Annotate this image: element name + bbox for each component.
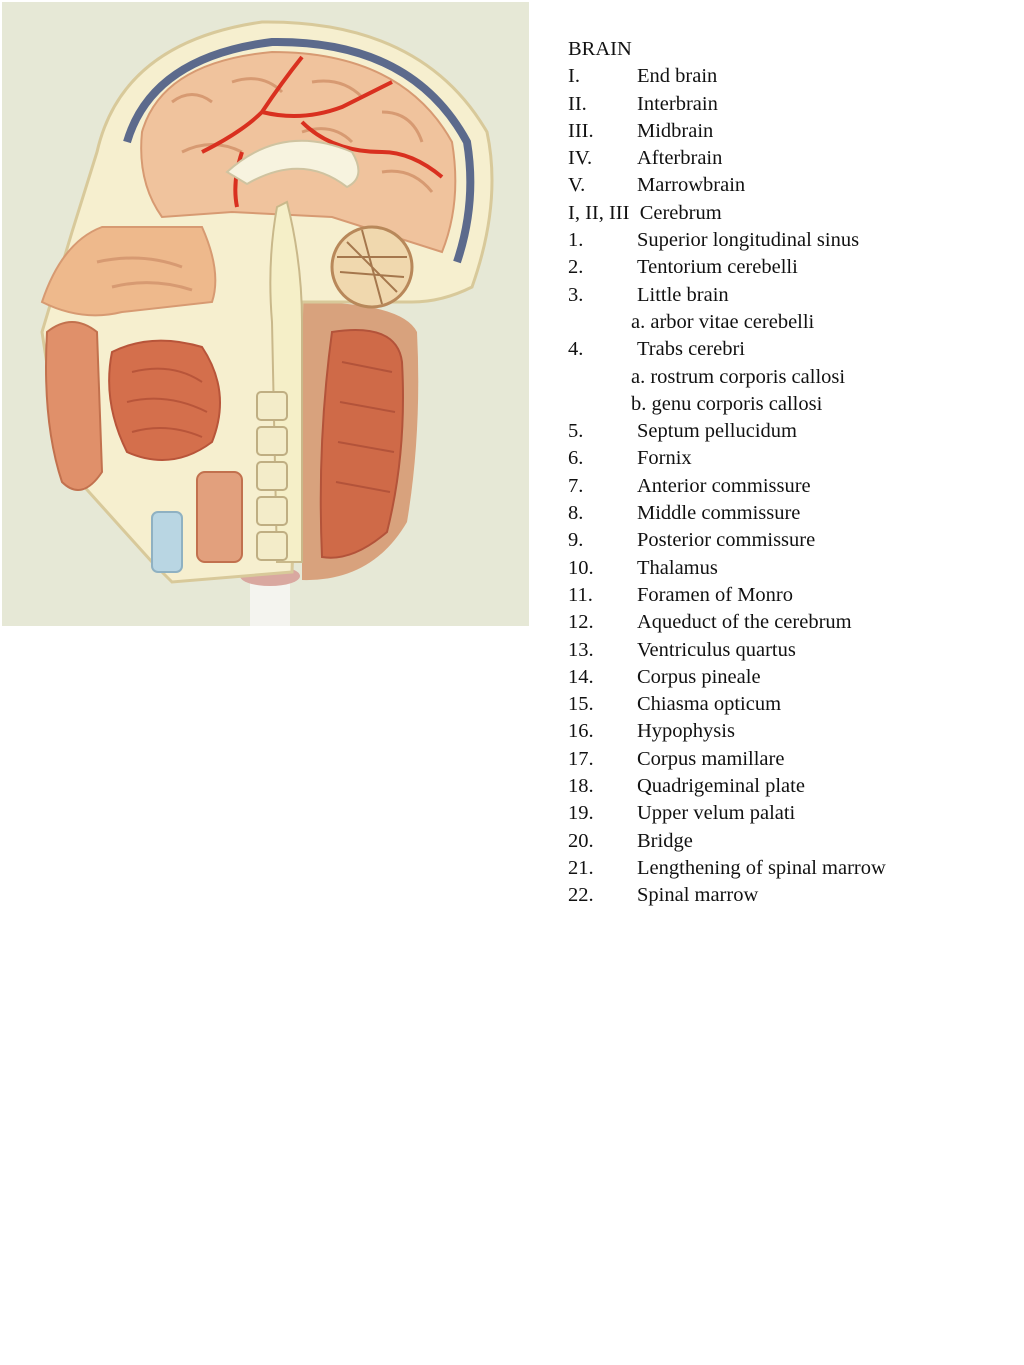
legend-label: Lengthening of spinal marrow [637,856,886,879]
legend-number: 5. [568,420,584,443]
legend-subitem: a. arbor vitae cerebelli [631,310,815,333]
legend-label: Hypophysis [637,720,735,743]
brain-model-photo [2,2,529,626]
legend-label: Interbrain [637,92,718,115]
legend-label: Middle commissure [637,502,801,525]
legend-label: Aqueduct of the cerebrum [637,611,852,634]
legend-row [568,664,1008,691]
legend-row [568,336,1008,363]
legend-row [568,172,1008,199]
legend-row [568,254,1008,281]
legend-label: Midbrain [637,119,714,142]
legend-row [568,445,1008,472]
legend-label: Foramen of Monro [637,583,794,606]
legend-label: Ventriculus quartus [637,638,796,661]
legend-number: 10. [568,556,594,579]
legend-number: 9. [568,529,584,552]
legend-number: 12. [568,611,594,634]
legend-row [568,118,1008,145]
legend-label: Septum pellucidum [637,420,797,443]
legend-row [568,800,1008,827]
legend-label: Posterior commissure [637,529,816,552]
legend-row [568,227,1008,254]
legend-row [568,855,1008,882]
legend-number: 18. [568,775,594,798]
legend-group-heading: I, II, III Cerebrum [568,201,722,224]
legend-label: Upper velum palati [637,802,796,825]
legend-label: Tentorium cerebelli [637,256,798,279]
legend-label: Anterior commissure [637,474,811,497]
legend-number: I. [568,65,580,88]
legend-row [568,746,1008,773]
legend-label: Trabs cerebri [637,338,745,361]
legend-row [568,91,1008,118]
legend-label: Spinal marrow [637,884,759,907]
legend-number: IV. [568,147,593,170]
legend-label: Thalamus [637,556,718,579]
legend-row [568,145,1008,172]
legend-label: Marrowbrain [637,174,746,197]
legend-row [568,882,1008,909]
legend-number: 6. [568,447,584,470]
legend-number: 7. [568,474,584,497]
legend-number: 2. [568,256,584,279]
legend-row [568,718,1008,745]
legend-row [568,773,1008,800]
legend-number: 11. [568,583,593,606]
legend-label: End brain [637,65,718,88]
legend-number: 17. [568,747,594,770]
legend-label: Corpus mamillare [637,747,785,770]
legend-subitem: b. genu corporis callosi [631,392,823,415]
legend-row [568,691,1008,718]
legend-row [568,555,1008,582]
brain-model-sagittal-section-icon [2,2,529,626]
legend-row [568,609,1008,636]
legend-label: Superior longitudinal sinus [637,229,860,252]
legend-number: 1. [568,229,584,252]
legend-title: BRAIN [568,38,632,60]
legend-label: Afterbrain [637,147,723,170]
legend-number: 4. [568,338,584,361]
legend-label: Quadrigeminal plate [637,775,805,798]
legend-label: Bridge [637,829,693,852]
legend-row [568,500,1008,527]
legend-number: 8. [568,502,584,525]
legend-row [568,582,1008,609]
legend-row [568,527,1008,554]
legend-label: Fornix [637,447,692,470]
legend-number: 3. [568,283,584,306]
legend-number: V. [568,174,586,197]
legend-number: 20. [568,829,594,852]
legend-subitem: a. rostrum corporis callosi [631,365,846,388]
legend-list [568,36,1008,910]
legend-number: III. [568,119,594,142]
legend-row [568,282,1008,309]
legend-row [568,63,1008,90]
legend-row [568,418,1008,445]
legend-number: 19. [568,802,594,825]
legend-number: 13. [568,638,594,661]
legend-number: 22. [568,884,594,907]
legend-number: 16. [568,720,594,743]
legend-label: Corpus pineale [637,665,761,688]
legend-number: 15. [568,693,594,716]
legend-number: 14. [568,665,594,688]
legend-row [568,637,1008,664]
legend-label: Little brain [637,283,729,306]
legend-row [568,828,1008,855]
legend-row [568,473,1008,500]
legend-label: Chiasma opticum [637,693,782,716]
legend-number: II. [568,92,587,115]
legend-number: 21. [568,856,594,879]
